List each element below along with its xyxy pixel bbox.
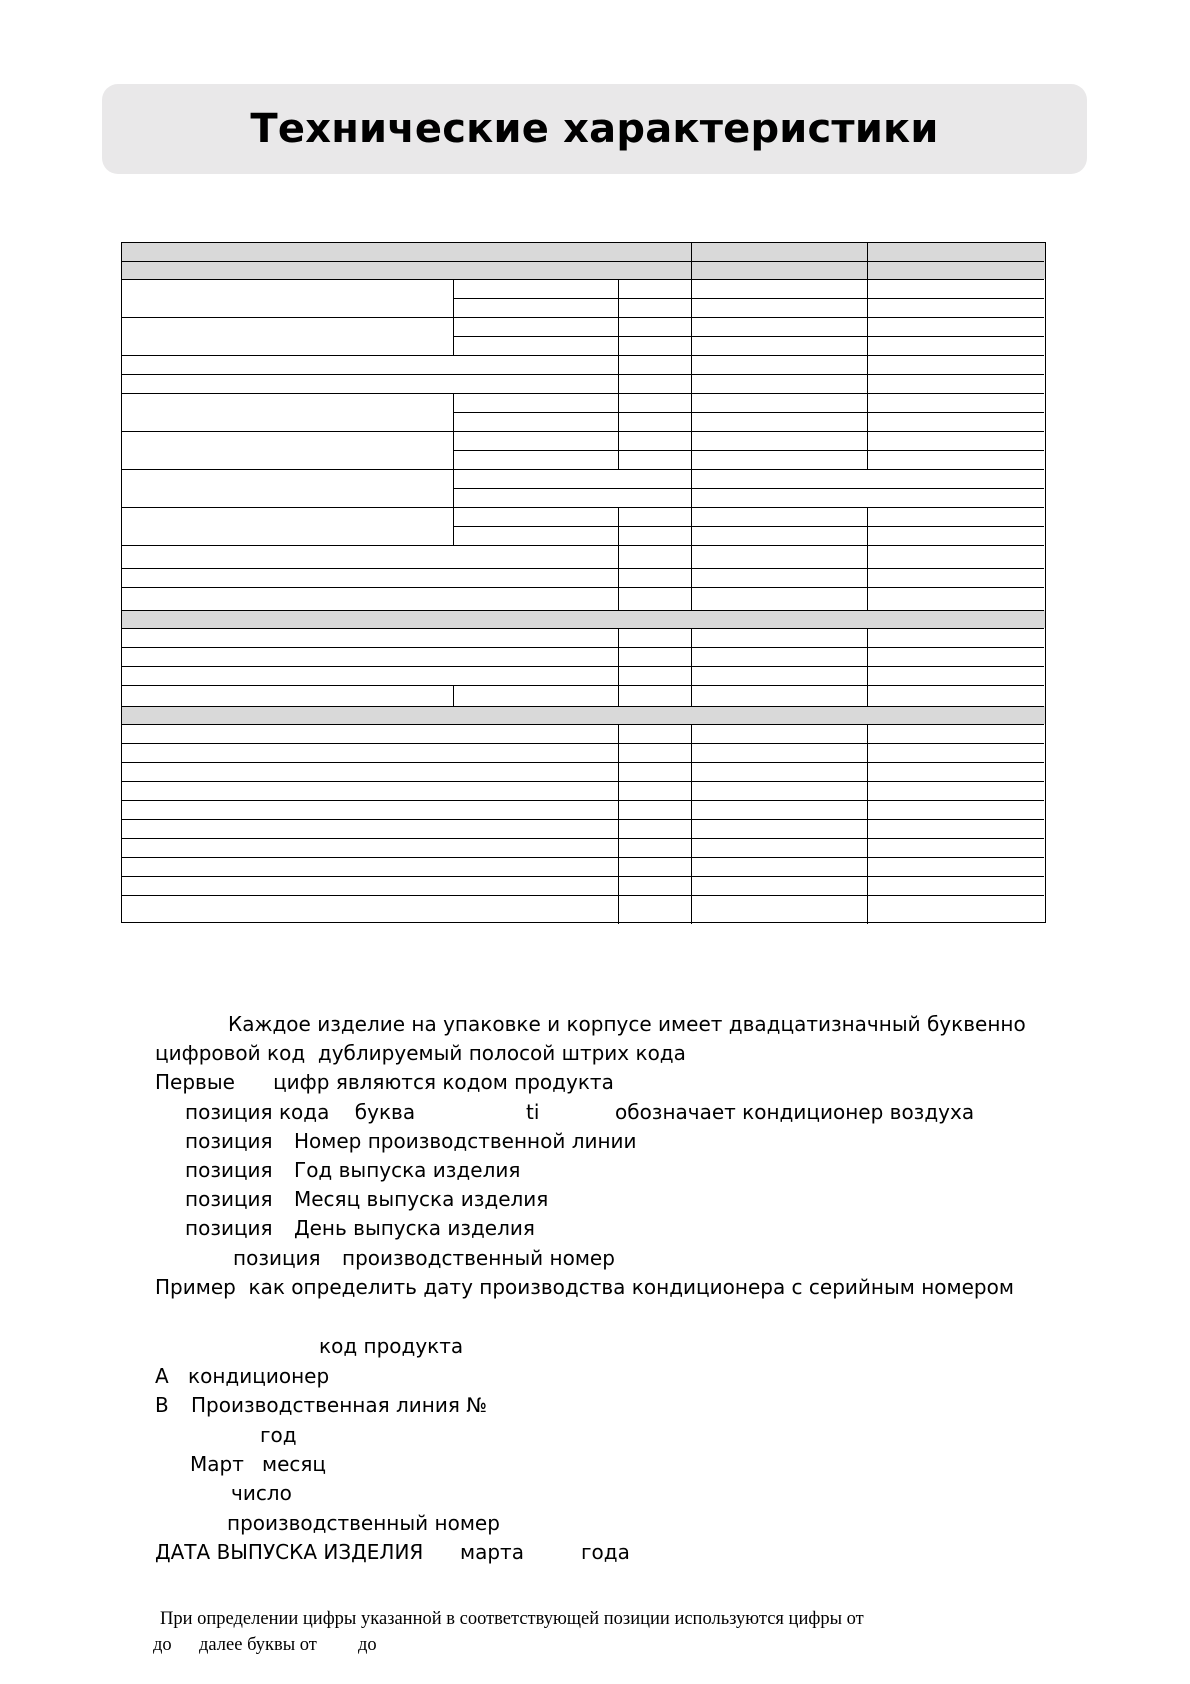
position-5-label: позиция <box>185 1216 273 1240</box>
table-column-line <box>453 469 454 507</box>
table-row-line <box>122 857 1044 858</box>
table-column-line <box>618 628 619 706</box>
table-column-line <box>867 279 868 355</box>
position-2-desc: Номер производственной линии <box>294 1129 637 1153</box>
example-year: год <box>260 1423 297 1447</box>
table-row-line <box>122 568 1044 569</box>
intro-line-1: Каждое изделие на упаковке и корпусе имеет двадцатизначный буквенно <box>228 1012 1026 1036</box>
table-row-line <box>122 279 1044 280</box>
table-row-line <box>122 706 1044 707</box>
table-column-line <box>691 507 692 545</box>
date-month: марта <box>460 1540 524 1564</box>
table-column-line <box>691 393 692 469</box>
table-section-band <box>122 610 1045 628</box>
table-column-line <box>691 724 692 924</box>
table-row-line <box>122 261 1044 262</box>
table-column-line <box>867 628 868 706</box>
example-product-code: код продукта <box>319 1334 464 1358</box>
position-4-label: позиция <box>185 1187 273 1211</box>
table-column-line <box>618 545 619 610</box>
position-2-label: позиция <box>185 1129 273 1153</box>
page-title: Технические характеристики <box>250 106 939 152</box>
table-column-line <box>691 469 692 507</box>
footnote-line-2b: далее буквы от <box>199 1635 317 1655</box>
example-a-text: кондиционер <box>188 1364 330 1388</box>
date-year: года <box>581 1540 630 1564</box>
intro-line-2: цифровой код дублируемый полосой штрих кода <box>155 1041 686 1065</box>
table-column-line <box>618 507 619 545</box>
table-column-line <box>691 355 692 393</box>
position-6-desc: производственный номер <box>342 1246 615 1270</box>
title-banner <box>102 84 1087 174</box>
table-row-line <box>122 393 1044 394</box>
table-row-line <box>122 762 1044 763</box>
example-month: месяц <box>262 1452 327 1476</box>
table-column-line <box>867 393 868 469</box>
table-row-line <box>122 666 1044 667</box>
table-row-line <box>453 336 1044 337</box>
table-section-band <box>122 243 1045 261</box>
example-day: число <box>231 1481 292 1505</box>
table-row-line <box>122 647 1044 648</box>
position-6-label: позиция <box>233 1246 321 1270</box>
table-section-band <box>122 706 1045 724</box>
table-column-line <box>691 628 692 706</box>
footnote-line-2a: до <box>153 1635 172 1655</box>
date-label: ДАТА ВЫПУСКА ИЗДЕЛИЯ <box>155 1540 424 1564</box>
table-row-line <box>122 895 1044 896</box>
table-row-line <box>122 374 1044 375</box>
table-row-line <box>122 355 1044 356</box>
table-row-line <box>122 317 1044 318</box>
example-a-letter: A <box>155 1364 169 1388</box>
table-row-line <box>122 819 1044 820</box>
table-row-line <box>122 838 1044 839</box>
table-column-line <box>453 393 454 469</box>
example-b-text: Производственная линия № <box>191 1393 488 1417</box>
position-1-label: позиция кода буква <box>185 1100 416 1124</box>
table-row-line <box>122 545 1044 546</box>
example-b-letter: B <box>155 1393 169 1417</box>
spec-table <box>121 242 1046 923</box>
position-3-desc: Год выпуска изделия <box>294 1158 521 1182</box>
table-column-line <box>691 243 692 279</box>
table-column-line <box>453 507 454 545</box>
position-4-desc: Месяц выпуска изделия <box>294 1187 549 1211</box>
table-row-line <box>122 724 1044 725</box>
position-1-desc: обозначает кондиционер воздуха <box>615 1100 975 1124</box>
example-line: Пример как определить дату производства кондиционера с серийным номером <box>155 1275 1014 1299</box>
table-column-line <box>618 279 619 355</box>
table-row-line <box>122 628 1044 629</box>
table-column-line <box>867 507 868 545</box>
table-row-line <box>453 450 1044 451</box>
table-row-line <box>122 469 1044 470</box>
table-row-line <box>122 685 1044 686</box>
table-row-line <box>122 587 1044 588</box>
table-row-line <box>122 743 1044 744</box>
footnote-line-2c: до <box>358 1635 377 1655</box>
table-column-line <box>453 279 454 355</box>
table-column-line <box>618 724 619 924</box>
table-column-line <box>867 243 868 279</box>
table-row-line <box>122 431 1044 432</box>
table-section-band <box>122 261 1045 279</box>
first-digits-line: Первые цифр являются кодом продукта <box>155 1070 614 1094</box>
position-3-label: позиция <box>185 1158 273 1182</box>
table-column-line <box>453 685 454 706</box>
table-row-line <box>453 526 1044 527</box>
table-row-line <box>122 781 1044 782</box>
footnote-line-1: При определении цифры указанной в соответствующей позиции используются цифры от <box>160 1609 864 1629</box>
table-row-line <box>453 488 1044 489</box>
table-column-line <box>867 545 868 610</box>
table-column-line <box>867 724 868 924</box>
table-column-line <box>618 393 619 469</box>
table-column-line <box>691 279 692 355</box>
table-column-line <box>691 545 692 610</box>
example-march: Март <box>190 1452 244 1476</box>
position-5-desc: День выпуска изделия <box>294 1216 535 1240</box>
example-serial: производственный номер <box>227 1511 500 1535</box>
position-1-code: ti <box>526 1100 540 1124</box>
table-column-line <box>618 355 619 393</box>
table-row-line <box>122 507 1044 508</box>
table-row-line <box>122 800 1044 801</box>
table-row-line <box>122 876 1044 877</box>
table-row-line <box>122 610 1044 611</box>
table-column-line <box>867 355 868 393</box>
table-row-line <box>453 412 1044 413</box>
table-row-line <box>453 298 1044 299</box>
